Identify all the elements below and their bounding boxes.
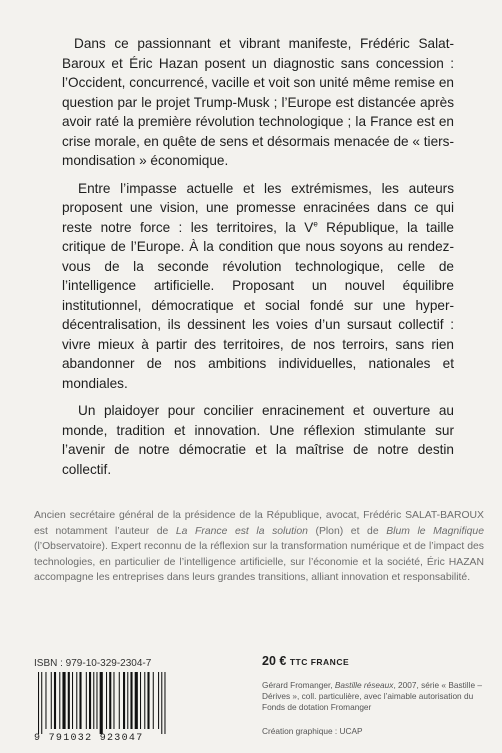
barcode-bar: [109, 672, 111, 729]
barcode-bar: [89, 672, 91, 729]
barcode-bar: [161, 672, 162, 734]
barcode-bar: [164, 672, 165, 734]
superscript-e: e: [313, 218, 318, 228]
barcode-bar: [158, 672, 159, 729]
barcode-graphic: [34, 672, 179, 734]
credit-text-1: Gérard Fromanger,: [262, 680, 335, 690]
barcode-bar: [147, 672, 149, 729]
barcode-bar: [130, 672, 132, 729]
barcode-bar: [100, 672, 103, 734]
barcode-bar: [153, 672, 154, 729]
barcode-bar: [38, 672, 39, 734]
bio-book-title-2: Blum le Magnifique: [386, 525, 484, 537]
blurb: [62, 34, 454, 487]
credit-text-2: , 2007, série « Bastille – Dérives », coll. particulière, avec l’aimable autorisation du Fonds de dotation Fromanger: [262, 680, 482, 713]
barcode-bar: [106, 672, 107, 729]
blurb-paragraph-3: Un plaidoyer pour concilier enracinement et ouverture au monde, tradition et innovation. Une réflexion stimulante sur l’avenir de notre démocratie et la maîtrise de notre destin collectif.: [62, 403, 454, 477]
barcode-bar: [144, 672, 145, 729]
barcode-bar: [113, 672, 114, 729]
bio-text-3: (l’Observatoire). Expert reconnu de la réflexion sur la transformation numérique et de l’impact des technologies, en particulier de l’intelligence artificielle, sur l’économie et la société, Éric HAZAN accompagne les entreprises dans leurs grandes transitions, alliant innovation et responsabilité.: [34, 541, 484, 583]
price-amount: 20 €: [262, 654, 287, 668]
blurb-paragraph-2-end: République, la taille critique de l’Europe. À la condition que nous soyons au rendez-vous de la seconde révolution technologique, celle de l’intelligence artificielle. Proposant un nouvel équilibre institutionnel, démocratique et social fondé sur une hyper-décentralisation, ils dessinent les voies d’un sursaut collectif : vivre mieux à partir des territoires, de nos terroirs, sans rien abandonner de nos ambitions individuelles, nationales et mondiales.: [62, 219, 454, 391]
barcode-bar: [140, 672, 141, 729]
barcode-bar: [127, 672, 128, 729]
barcode-bar: [119, 672, 120, 729]
cover-art-credit: [262, 680, 492, 714]
barcode-bar: [135, 672, 138, 729]
barcode-bar: [86, 672, 87, 729]
barcode-bar: [59, 672, 60, 729]
barcode-bar: [79, 672, 81, 729]
blurb-paragraph-1: Dans ce passionnant et vibrant manifeste, Frédéric Salat-Baroux et Éric Hazan posent un diagnostic sans concession : l’Occident, concurrencé, vacille et voit son unité même remise en question par le projet Trump-Musk ; l’Europe est distancée après avoir raté la première révolution technologique ; la France est en crise morale, en quête de sens et désormais menacée de « tiers-mondisation » économique.: [62, 36, 454, 168]
graphic-design-credit: Création graphique : UCAP: [262, 726, 363, 736]
bio-text-2: (Plon) et de: [307, 525, 387, 537]
barcode-bar: [45, 672, 46, 729]
barcode-bar: [51, 672, 52, 729]
price-suffix: TTC FRANCE: [289, 657, 350, 667]
price: [262, 654, 349, 668]
author-bio: [34, 508, 484, 586]
bio-text-1: Ancien secrétaire général de la présidence de la République, avocat, Frédéric SALAT-BAROUX est notamment l’auteur de: [34, 510, 484, 537]
barcode-bar: [68, 672, 70, 729]
barcode-digits: 9 791032 923047: [34, 733, 144, 744]
barcode-bar: [96, 672, 97, 729]
barcode-bar: [93, 672, 94, 729]
barcode-bar: [123, 672, 125, 729]
credit-work-title: Bastille réseaux: [334, 680, 394, 690]
barcode-bar: [72, 672, 73, 729]
isbn: ISBN : 979-10-329-2304-7: [34, 658, 152, 669]
barcode-bar: [76, 672, 77, 729]
blurb-paragraph-2-start: Entre l’impasse actuelle et les extrémismes, les auteurs proposent une vision, une promesse enracinées dans ce qui reste notre force : les territoires, la V: [62, 180, 454, 235]
barcode-bar: [41, 672, 42, 734]
barcode: [34, 672, 179, 734]
barcode-bar: [54, 672, 56, 729]
barcode-bar: [62, 672, 65, 729]
blurb-paragraph-2: [62, 179, 454, 394]
bio-book-title-1: La France est la solution: [175, 525, 308, 537]
